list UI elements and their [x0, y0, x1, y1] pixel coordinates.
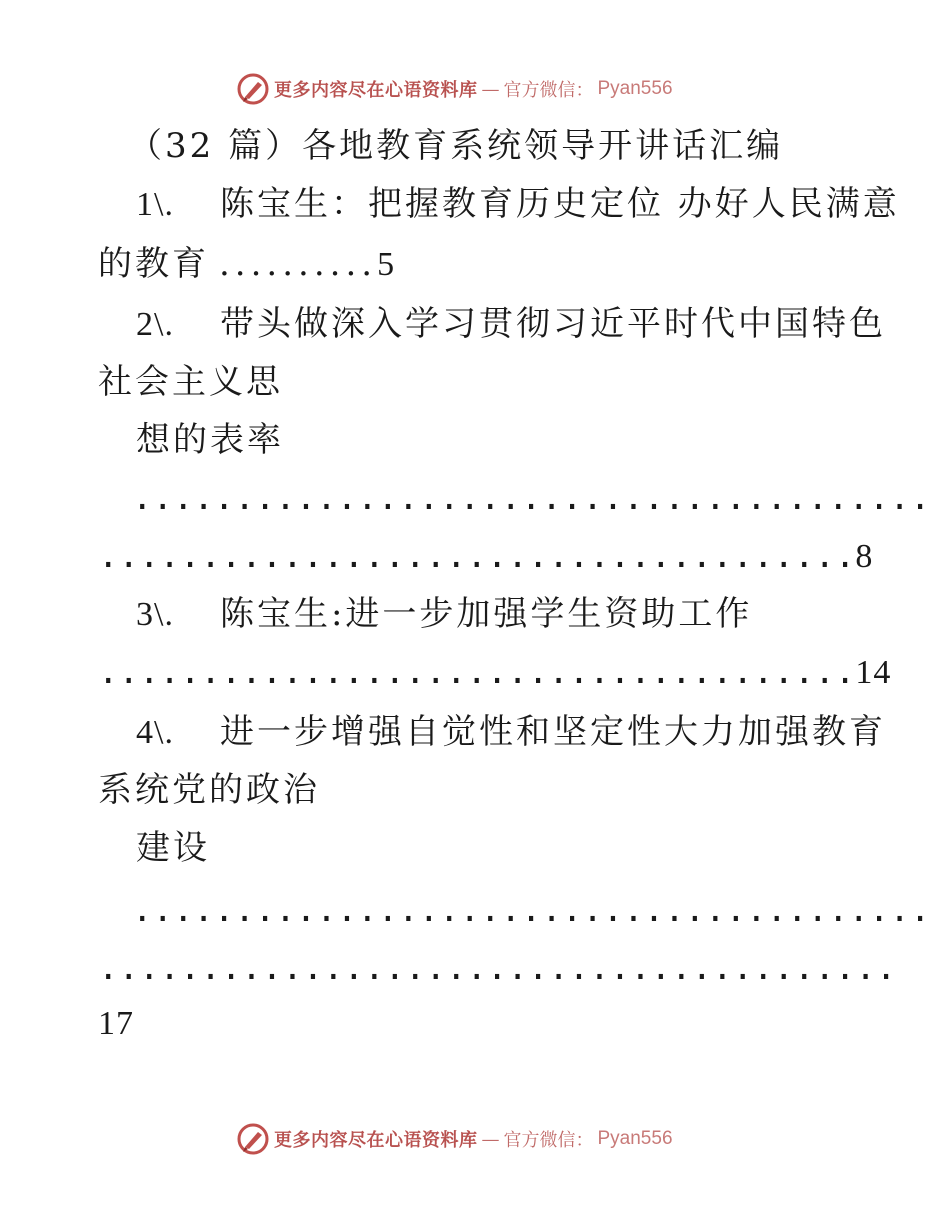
toc-entry-1-page: 5: [377, 246, 396, 283]
toc-entry-2-line-3: 想的表率: [136, 420, 284, 460]
toc-entry-2-title: 带头做深入学习贯彻习近平时代中国特色: [219, 304, 886, 344]
toc-entry-3-line-2: [98, 652, 891, 693]
toc-entry-4-line-2: 系统党的政治: [98, 770, 320, 810]
toc-entry-3-leader: .....................................: [98, 652, 856, 692]
footer-banner: [236, 1122, 673, 1156]
toc-entry-1-title: 陈宝生：把握教育历史定位 办好人民满意: [219, 184, 900, 224]
toc-entry-4-title: 进一步增强自觉性和坚定性大力加强教育: [219, 712, 886, 752]
toc-entry-2-line-1: [136, 304, 886, 345]
pen-logo-icon: [236, 72, 270, 106]
banner-wechat-label: 官方微信：: [503, 80, 594, 101]
toc-entry-2-leader-2: .....................................: [98, 536, 856, 576]
toc-entry-4-line-3: 建设: [136, 828, 210, 868]
toc-entry-3-page: 14: [855, 654, 892, 691]
toc-entry-1-number: 1\.: [136, 186, 174, 223]
footer-banner-text: 更多内容尽在心语资料库: [274, 1130, 478, 1151]
pen-logo-icon: [236, 1122, 270, 1156]
toc-entry-3-line-1: [136, 594, 752, 635]
toc-entry-1-title-cont: 的教育: [98, 244, 209, 284]
toc-entry-1-line-2: [98, 244, 395, 285]
toc-entry-3-number: 3\.: [136, 596, 174, 633]
banner-dash: —: [481, 78, 500, 100]
toc-entry-4-leader-2: .......................................: [98, 948, 897, 988]
banner-text: 更多内容尽在心语资料库: [274, 80, 478, 101]
toc-entry-1-line-1: [136, 184, 900, 225]
toc-entry-2-line-2: 社会主义思: [98, 362, 283, 402]
header-banner: [236, 72, 673, 106]
toc-entry-4-page: 17: [98, 1005, 134, 1042]
toc-entry-2-number: 2\.: [136, 306, 174, 343]
toc-entry-4-leader-1: .......................................: [132, 890, 931, 930]
toc-entry-4-number: 4\.: [136, 714, 174, 751]
toc-entry-4-line-1: [136, 712, 886, 753]
banner-wechat-id: Pyan556: [597, 78, 673, 99]
toc-entry-2-page: 8: [855, 538, 874, 575]
toc-entry-2-leader-1: .......................................: [132, 478, 931, 518]
toc-entry-1-leader: ..........: [219, 244, 378, 284]
document-title: （32 篇）各地教育系统领导开讲话汇编: [128, 126, 784, 166]
toc-entry-3-title: 陈宝生:进一步加强学生资助工作: [219, 594, 753, 634]
footer-banner-dash: —: [481, 1128, 500, 1150]
footer-banner-wechat-label: 官方微信：: [503, 1130, 594, 1151]
footer-banner-wechat-id: Pyan556: [597, 1128, 673, 1149]
toc-entry-2-line-5: [98, 536, 873, 577]
